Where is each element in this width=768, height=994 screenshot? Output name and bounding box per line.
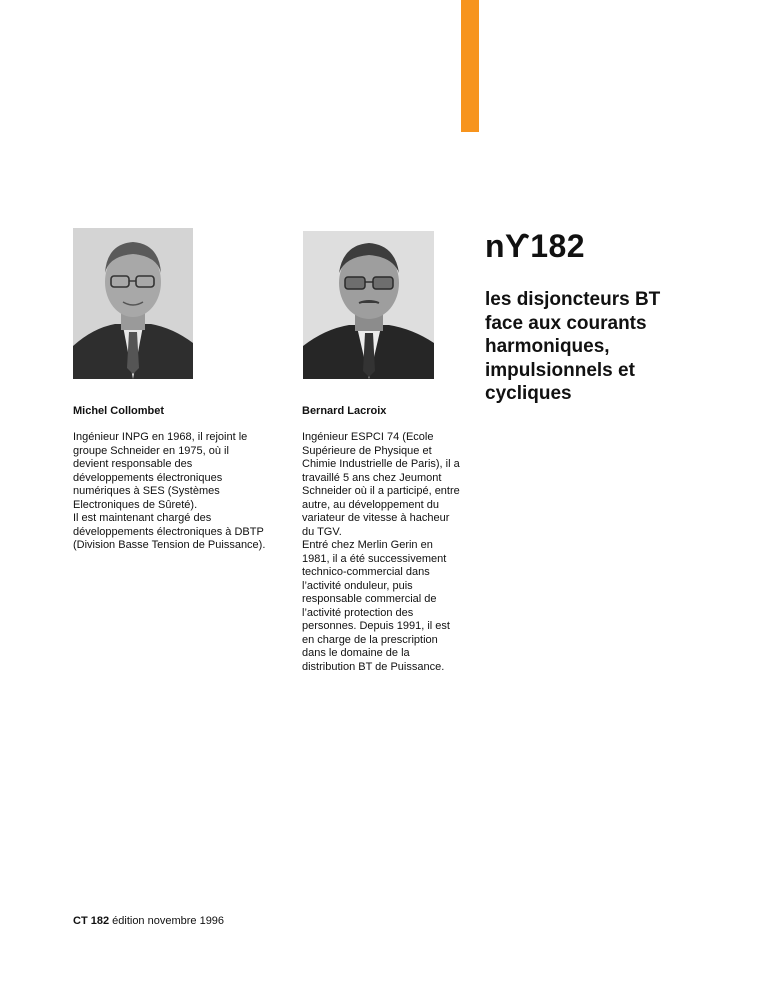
document-title: les disjoncteurs BT face aux courants harmoniques, impulsionnels et cycliques <box>485 289 661 404</box>
footer-code: CT 182 <box>73 915 110 927</box>
author-name: Michel Collombet <box>73 405 165 417</box>
author-photo-bernard-lacroix <box>303 231 434 379</box>
document-number: nϒ182 <box>485 228 586 264</box>
author-photo-michel-collombet <box>73 228 193 379</box>
footer-edition: édition novembre 1996 <box>109 915 225 927</box>
author-name: Bernard Lacroix <box>302 405 387 417</box>
orange-accent-bar <box>461 0 479 132</box>
edition-footer <box>73 915 224 927</box>
author-bio: Ingénieur INPG en 1968, il rejoint le groupe Schneider en 1975, où il devient responsable des développements électroniques numériques à SES (Systèmes Electroniques de Sûreté). Il est maintenant chargé des développements électroniques à DBTP (Division Basse Tension de Puissance). <box>73 431 266 551</box>
author-bio: Ingénieur ESPCI 74 (Ecole Supérieure de Physique et Chimie Industrielle de Paris), il a travaillé 5 ans chez Jeumont Schneider où il a participé, entre autre, au développement du variateur de vitesse à hacheur du TGV. Entré chez Merlin Gerin en 1981, il a été successivement technico-commercial dans l’activité onduleur, puis responsable commercial de l’activité protection des personnes. Depuis 1991, il est en charge de la prescription dans le domaine de la distribution BT de Puissance. <box>302 431 460 673</box>
